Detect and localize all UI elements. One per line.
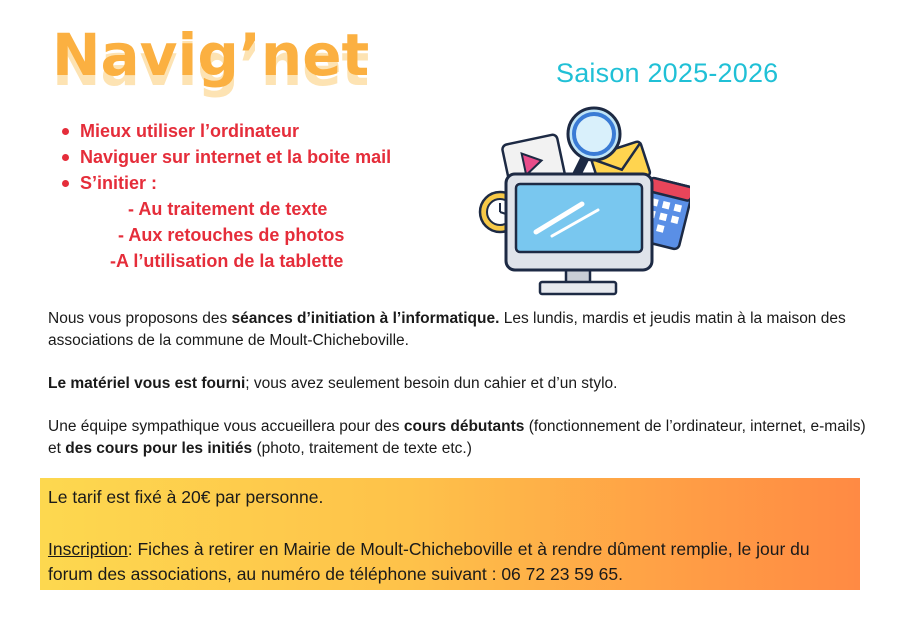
inscription-text: Inscription: Fiches à retirer en Mairie de Moult-Chicheboville et à rendre dûment remplie, le jour du forum des associations, au numéro de téléphone suivant : 06 72 23 59 65. xyxy=(48,539,810,584)
computer-monitor-icon xyxy=(506,174,652,294)
feature-list xyxy=(60,118,391,196)
list-item: Mieux utiliser l’ordinateur xyxy=(60,118,391,144)
paragraph-materials: Le matériel vous est fourni; vous avez seulement besoin dun cahier et d’un stylo. xyxy=(48,375,618,392)
paragraph-intro: Nous vous proposons des séances d’initiation à l’informatique. Les lundis, mardis et jeudis matin à la maison des associations de la commune de Moult-Chicheboville. xyxy=(48,310,846,349)
paragraph-courses: Une équipe sympathique vous accueillera pour des cours débutants (fonctionnement de l’ordinateur, internet, e-mails) et des cours pour les initiés (photo, traitement de texte etc.) xyxy=(48,418,866,457)
inscription-label: Inscription xyxy=(48,539,128,559)
list-item: S’initier : xyxy=(60,170,391,196)
pricing-box xyxy=(40,478,860,590)
sub-item-photo: - Aux retouches de photos xyxy=(118,225,345,245)
season-label: Saison 2025-2026 xyxy=(556,58,779,88)
list-item: Naviguer sur internet et la boite mail xyxy=(60,144,391,170)
page-title: Navig’net xyxy=(52,21,370,89)
sub-item-text: - Au traitement de texte xyxy=(128,199,328,219)
computer-illustration xyxy=(470,104,690,300)
price-text: Le tarif est fixé à 20€ par personne. xyxy=(48,487,324,507)
description xyxy=(48,308,876,481)
sub-item-tablet: -A l’utilisation de la tablette xyxy=(110,251,344,271)
